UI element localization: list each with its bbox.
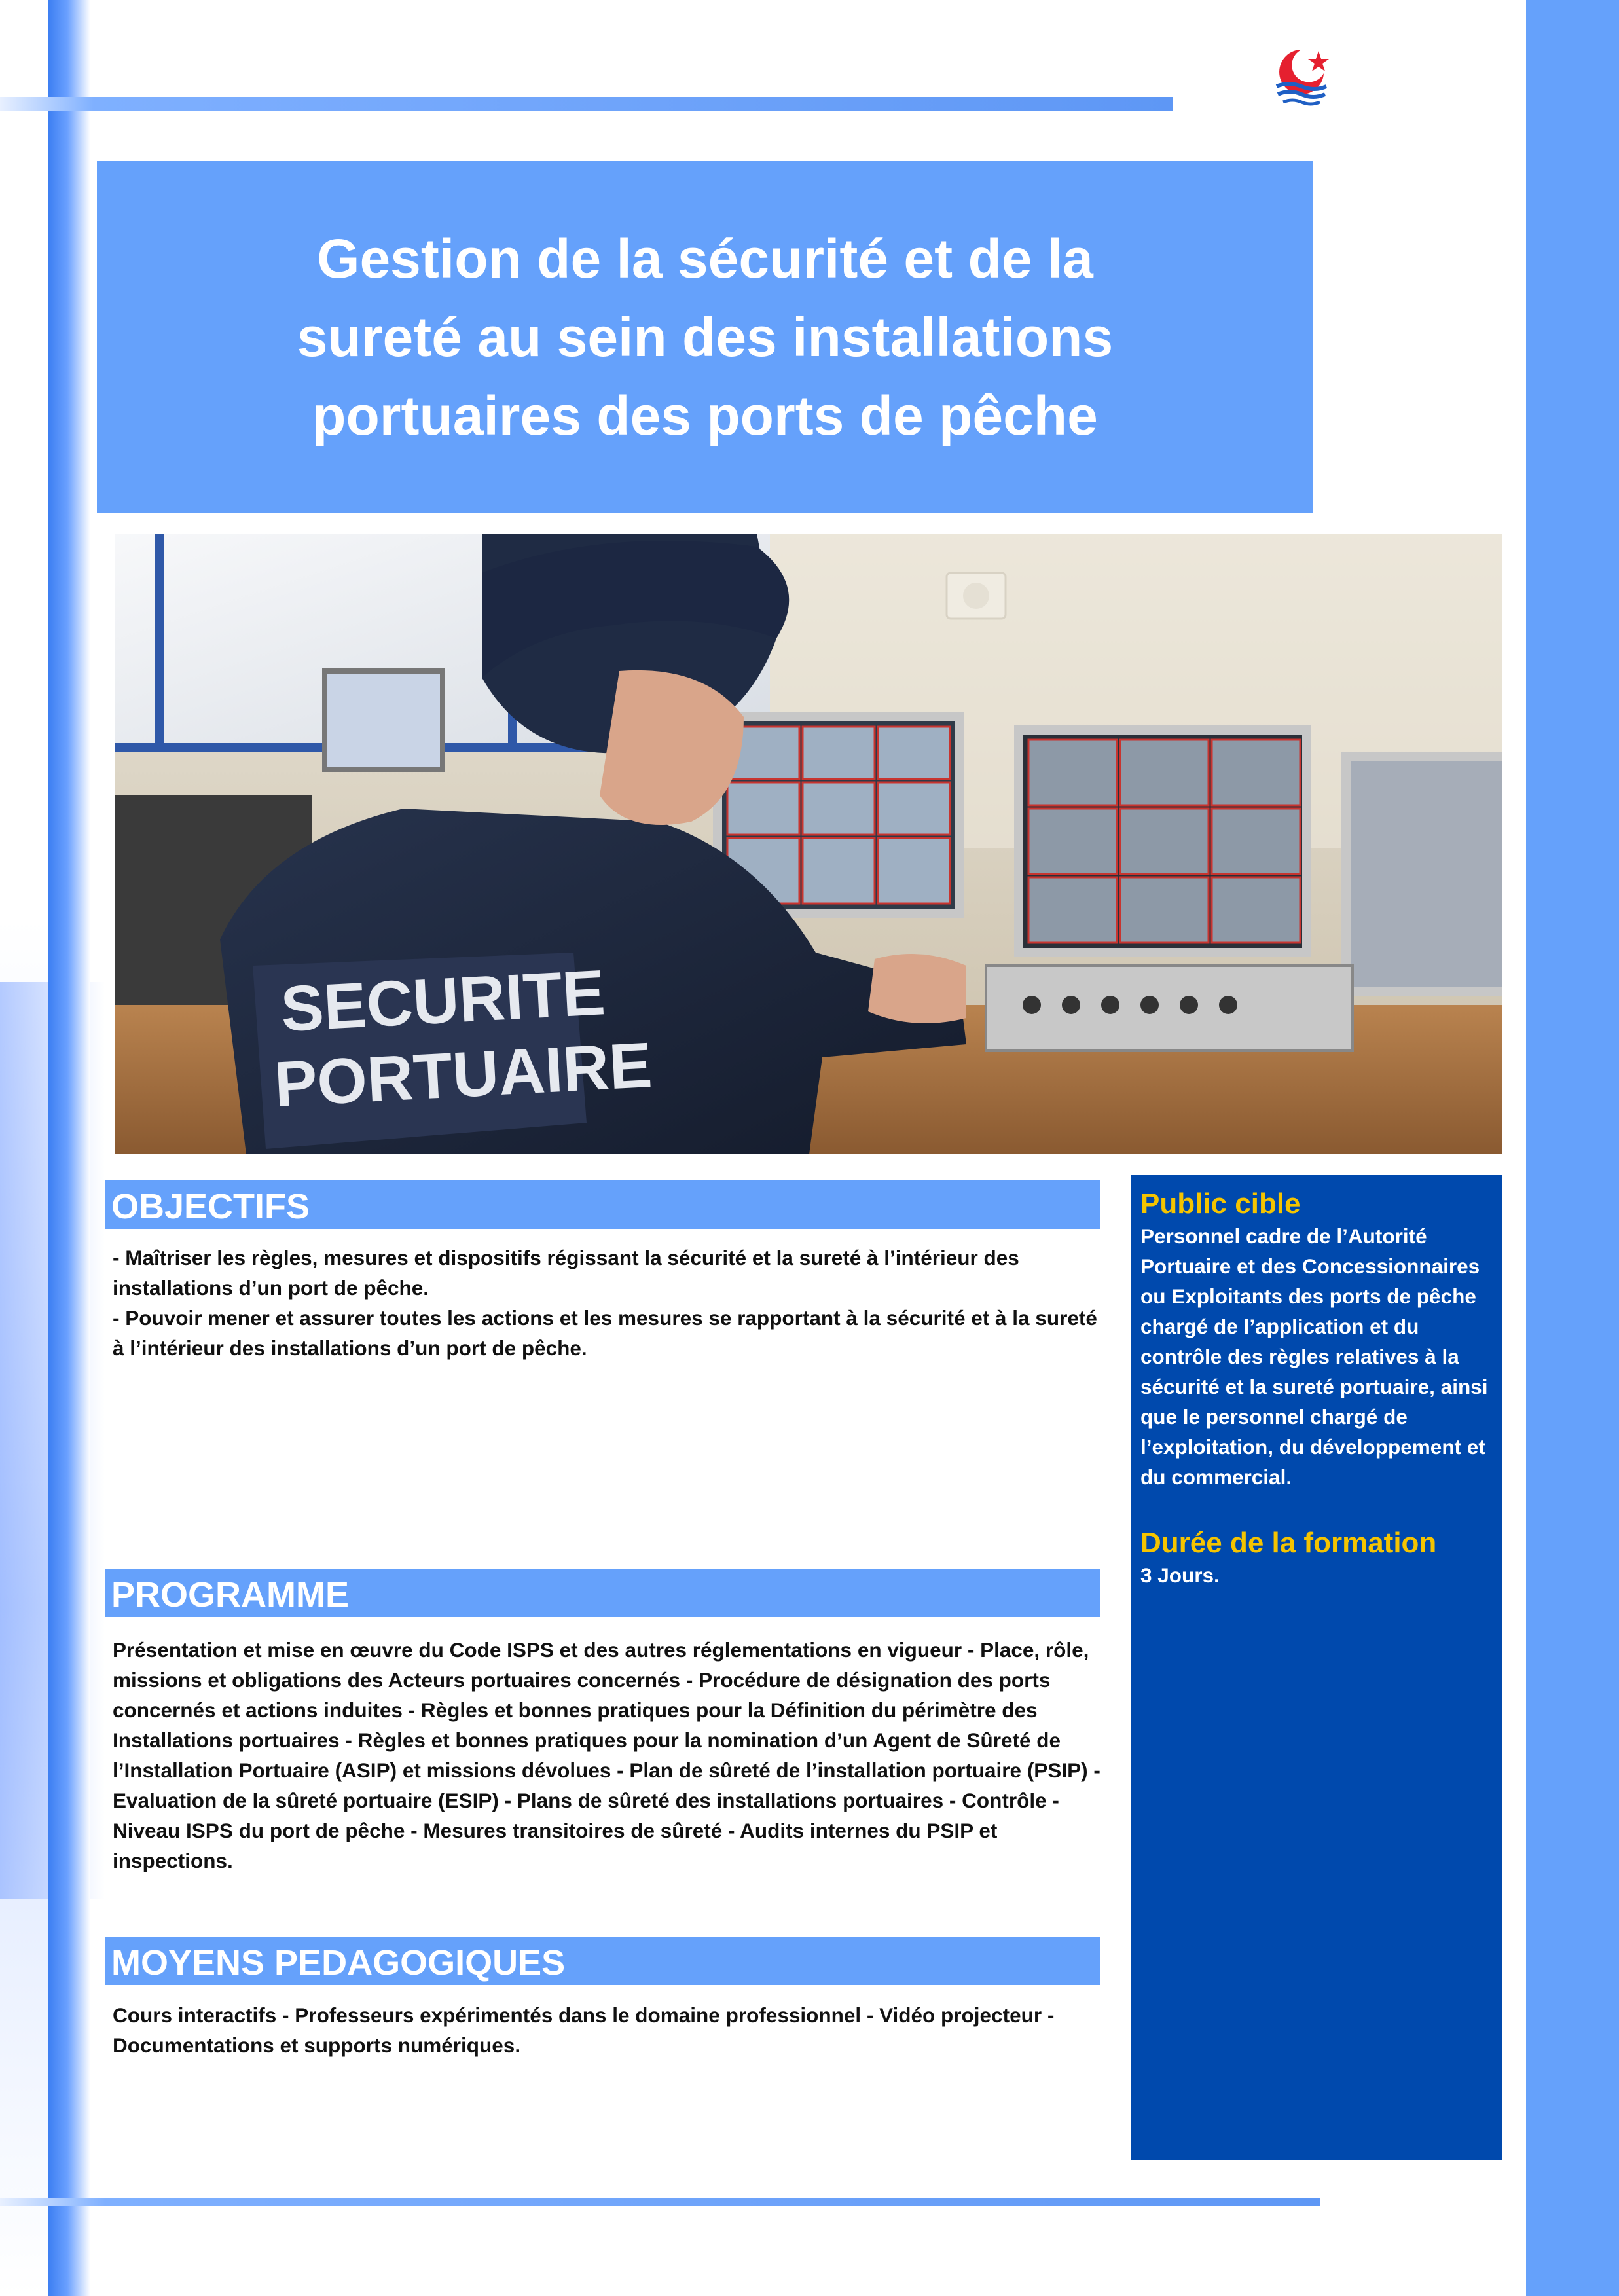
public-cible-text: Personnel cadre de l’Autorité Portuaire et des Concessionnaires ou Exploitants des ports de pêche chargé de l’application et du contrôle des règles relatives à la sécurité et la sureté portuaire, ainsi que le personnel chargé de l’exploitation, du développement et du commercial. — [1140, 1224, 1488, 1489]
top-rule — [0, 97, 1173, 111]
crescent-star-waves-logo — [1262, 41, 1341, 119]
objectifs-item-1: - Maîtriser les règles, mesures et dispositifs régissant la sécurité et la sureté à l’intérieur des installations d’un port de pêche. — [113, 1246, 1019, 1300]
title-line-3: portuaires des ports de pêche — [312, 384, 1098, 446]
objectifs-heading: OBJECTIFS — [105, 1178, 1100, 1231]
programme-body — [113, 1635, 1108, 1876]
jacket-text-line-2: PORTUAIRE — [272, 1028, 654, 1120]
page-title — [214, 219, 1196, 455]
title-banner — [97, 161, 1313, 513]
programme-heading: PROGRAMME — [105, 1567, 1100, 1619]
title-line-2: sureté au sein des installations — [297, 306, 1114, 368]
duree-text: 3 Jours. — [1140, 1563, 1220, 1587]
right-bar-edge — [1522, 0, 1526, 2296]
programme-text: Présentation et mise en œuvre du Code ISPS et des autres réglementations en vigueur - Place, rôle, missions et obligations des Acteurs portuaires concernés - Procédure de désignation des ports concernés et actions induites - Règles et bonnes pratiques pour la Définition du périmètre des Installations portuaires - Règles et bonnes pratiques pour la nomination d’un Agent de Sûreté de l’Installation Portuaire (ASIP) et missions dévolues - Plan de sûreté de l’installation portuaire (PSIP) - Evaluation de la sûreté portuaire (ESIP) - Plans de sûreté des installations portuaires - Contrôle - Niveau ISPS du port de pêche - Mesures transitoires de sûreté - Audits internes du PSIP et inspections. — [113, 1638, 1101, 1872]
moyens-body — [113, 2000, 1108, 2060]
photo-illustration — [115, 534, 1502, 1154]
left-decorative-bar — [48, 0, 90, 2296]
objectifs-item-2: - Pouvoir mener et assurer toutes les actions et les mesures se rapportant à la sécurité et à la sureté à l’intérieur des installations d’un port de pêche. — [113, 1306, 1097, 1360]
right-decorative-bar — [1525, 0, 1619, 2296]
jacket-text-line-1: SECURITE — [279, 956, 607, 1045]
public-cible-title: Public cible — [1140, 1188, 1301, 1220]
moyens-text: Cours interactifs - Professeurs expérimentés dans le domaine professionnel - Vidéo projecteur - Documentations et supports numériques. — [113, 2003, 1055, 2057]
security-control-room-photo — [115, 534, 1502, 1154]
moyens-heading: MOYENS PEDAGOGIQUES — [105, 1935, 1100, 1987]
bottom-rule — [0, 2198, 1320, 2206]
info-sidebar — [1131, 1175, 1502, 2160]
duree-title: Durée de la formation — [1140, 1527, 1437, 1559]
title-line-1: Gestion de la sécurité et de la — [317, 227, 1093, 289]
objectifs-body — [113, 1243, 1108, 1363]
